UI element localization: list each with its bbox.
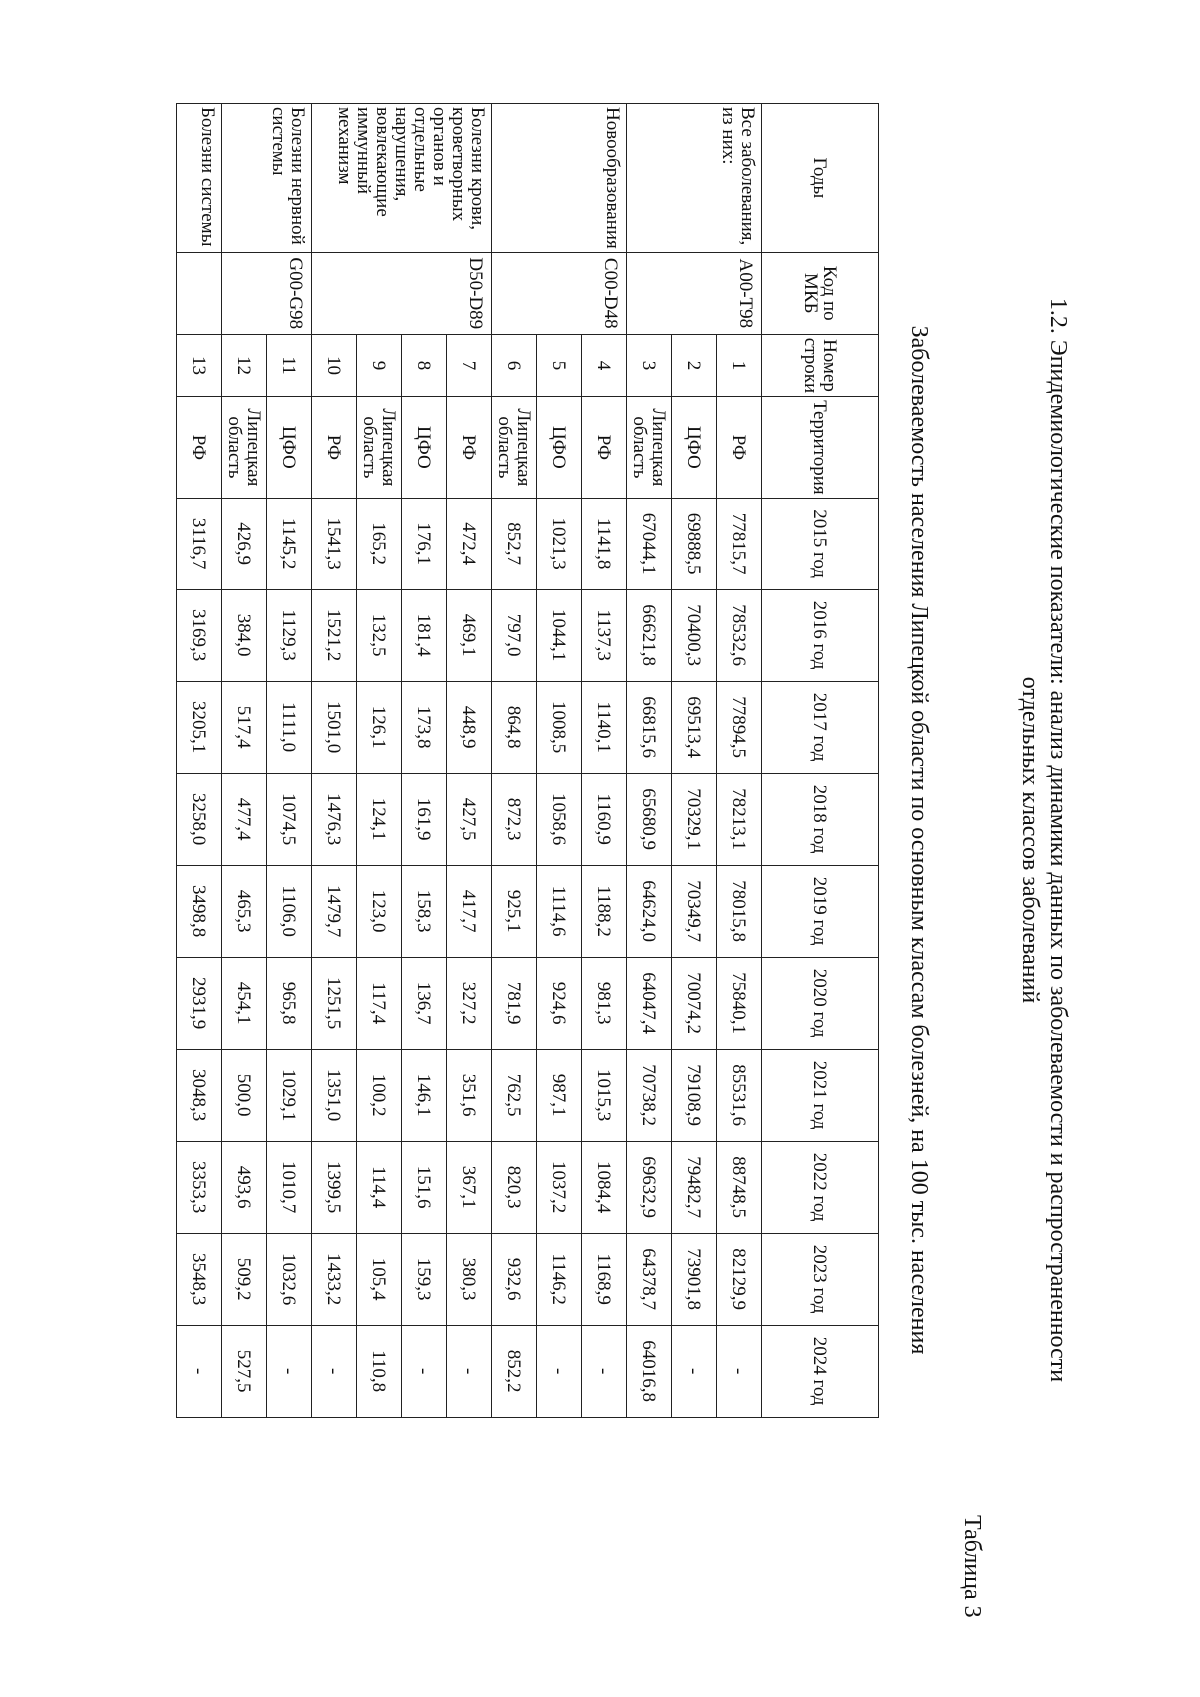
- territory-cell: РФ: [177, 397, 222, 498]
- column-header: Код по МКБ: [762, 252, 879, 334]
- value-cell: 132,5: [357, 589, 402, 681]
- value-cell: 151,6: [402, 1141, 447, 1233]
- value-cell: 3169,3: [177, 589, 222, 681]
- value-cell: 66621,8: [627, 589, 672, 681]
- table-row: [177, 104, 222, 1418]
- column-header: 2018 год: [762, 773, 879, 865]
- value-cell: 380,3: [447, 1233, 492, 1325]
- value-cell: 472,4: [447, 498, 492, 589]
- column-header: 2020 год: [762, 957, 879, 1049]
- value-cell: 1140,1: [582, 681, 627, 773]
- value-cell: 70738,2: [627, 1049, 672, 1141]
- value-cell: 1541,3: [312, 498, 357, 589]
- value-cell: 3116,7: [177, 498, 222, 589]
- value-cell: 1146,2: [537, 1233, 582, 1325]
- value-cell: 78015,8: [717, 865, 762, 957]
- value-cell: 327,2: [447, 957, 492, 1049]
- value-cell: 67044,1: [627, 498, 672, 589]
- value-cell: 762,5: [492, 1049, 537, 1141]
- column-header: 2024 год: [762, 1325, 879, 1417]
- territory-cell: Липецкая область: [627, 397, 672, 498]
- territory-cell: ЦФО: [402, 397, 447, 498]
- value-cell: 1074,5: [267, 773, 312, 865]
- value-cell: 1021,3: [537, 498, 582, 589]
- column-header: Номер строки: [762, 334, 879, 396]
- value-cell: 477,4: [222, 773, 267, 865]
- value-cell: 1114,6: [537, 865, 582, 957]
- row-number-cell: 13: [177, 334, 222, 396]
- value-cell: 69888,5: [672, 498, 717, 589]
- value-cell: 69513,4: [672, 681, 717, 773]
- icd-code-cell: D50-D89: [312, 252, 492, 334]
- row-number-cell: 3: [627, 334, 672, 396]
- section-heading: [1016, 240, 1072, 1440]
- column-header: 2019 год: [762, 865, 879, 957]
- value-cell: 64624,0: [627, 865, 672, 957]
- value-cell: 1058,6: [537, 773, 582, 865]
- territory-cell: РФ: [582, 397, 627, 498]
- value-cell: 351,6: [447, 1049, 492, 1141]
- value-cell: 797,0: [492, 589, 537, 681]
- row-number-cell: 10: [312, 334, 357, 396]
- value-cell: 65680,9: [627, 773, 672, 865]
- value-cell: 981,3: [582, 957, 627, 1049]
- value-cell: 105,4: [357, 1233, 402, 1325]
- value-cell: 781,9: [492, 957, 537, 1049]
- row-number-cell: 7: [447, 334, 492, 396]
- value-cell: 123,0: [357, 865, 402, 957]
- value-cell: 66815,6: [627, 681, 672, 773]
- column-header: Территория: [762, 397, 879, 498]
- morbidity-table: [176, 103, 879, 1418]
- value-cell: 159,3: [402, 1233, 447, 1325]
- value-cell: 517,4: [222, 681, 267, 773]
- territory-cell: РФ: [447, 397, 492, 498]
- value-cell: 1501,0: [312, 681, 357, 773]
- value-cell: 1032,6: [267, 1233, 312, 1325]
- value-cell: 1399,5: [312, 1141, 357, 1233]
- table-header-row: [762, 104, 879, 1418]
- value-cell: 77894,5: [717, 681, 762, 773]
- row-number-cell: 12: [222, 334, 267, 396]
- value-cell: 1084,4: [582, 1141, 627, 1233]
- value-cell: 1251,5: [312, 957, 357, 1049]
- row-number-cell: 8: [402, 334, 447, 396]
- value-cell: 70329,1: [672, 773, 717, 865]
- value-cell: 78532,6: [717, 589, 762, 681]
- value-cell: 454,1: [222, 957, 267, 1049]
- territory-cell: Липецкая область: [357, 397, 402, 498]
- territory-cell: ЦФО: [672, 397, 717, 498]
- value-cell: 367,1: [447, 1141, 492, 1233]
- column-header: 2022 год: [762, 1141, 879, 1233]
- value-cell: -: [717, 1325, 762, 1417]
- value-cell: 3548,3: [177, 1233, 222, 1325]
- value-cell: 1145,2: [267, 498, 312, 589]
- value-cell: 3258,0: [177, 773, 222, 865]
- value-cell: 1137,3: [582, 589, 627, 681]
- icd-code-cell: G00-G98: [222, 252, 312, 334]
- value-cell: 73901,8: [672, 1233, 717, 1325]
- value-cell: 448,9: [447, 681, 492, 773]
- value-cell: 987,1: [537, 1049, 582, 1141]
- value-cell: 114,4: [357, 1141, 402, 1233]
- value-cell: 925,1: [492, 865, 537, 957]
- value-cell: 1188,2: [582, 865, 627, 957]
- value-cell: 426,9: [222, 498, 267, 589]
- value-cell: 1476,3: [312, 773, 357, 865]
- table-row: [582, 104, 627, 1418]
- value-cell: 500,0: [222, 1049, 267, 1141]
- value-cell: 181,4: [402, 589, 447, 681]
- value-cell: 1141,8: [582, 498, 627, 589]
- value-cell: 965,8: [267, 957, 312, 1049]
- table-caption: Заболеваемость населения Липецкой области по основным классам болезней, на 100 тыс. населения: [906, 325, 932, 1355]
- value-cell: 1521,2: [312, 589, 357, 681]
- row-number-cell: 1: [717, 334, 762, 396]
- value-cell: 64378,7: [627, 1233, 672, 1325]
- value-cell: 78213,1: [717, 773, 762, 865]
- icd-code-cell: [177, 252, 222, 334]
- value-cell: 864,8: [492, 681, 537, 773]
- column-header: 2016 год: [762, 589, 879, 681]
- value-cell: 1029,1: [267, 1049, 312, 1141]
- value-cell: 70349,7: [672, 865, 717, 957]
- value-cell: 77815,7: [717, 498, 762, 589]
- value-cell: 384,0: [222, 589, 267, 681]
- column-header: 2015 год: [762, 498, 879, 589]
- territory-cell: Липецкая область: [222, 397, 267, 498]
- disease-class-cell: Все заболевания, из них:: [627, 104, 762, 253]
- value-cell: 70400,3: [672, 589, 717, 681]
- value-cell: 3498,8: [177, 865, 222, 957]
- value-cell: 158,3: [402, 865, 447, 957]
- value-cell: 3205,1: [177, 681, 222, 773]
- value-cell: 126,1: [357, 681, 402, 773]
- value-cell: 85531,6: [717, 1049, 762, 1141]
- value-cell: -: [177, 1325, 222, 1417]
- value-cell: 852,7: [492, 498, 537, 589]
- value-cell: 64016,8: [627, 1325, 672, 1417]
- value-cell: 124,1: [357, 773, 402, 865]
- row-number-cell: 11: [267, 334, 312, 396]
- territory-cell: РФ: [312, 397, 357, 498]
- value-cell: 1433,2: [312, 1233, 357, 1325]
- section-heading-line-1: 1.2. Эпидемиологические показатели: анализ динамики данных по заболеваемости и распространенности: [1045, 297, 1071, 1383]
- table-row: [267, 104, 312, 1418]
- value-cell: 69632,9: [627, 1141, 672, 1233]
- value-cell: 465,3: [222, 865, 267, 957]
- value-cell: 100,2: [357, 1049, 402, 1141]
- value-cell: -: [672, 1325, 717, 1417]
- value-cell: 427,5: [447, 773, 492, 865]
- column-header: 2023 год: [762, 1233, 879, 1325]
- table-row: [447, 104, 492, 1418]
- value-cell: 136,7: [402, 957, 447, 1049]
- value-cell: 872,3: [492, 773, 537, 865]
- value-cell: 146,1: [402, 1049, 447, 1141]
- value-cell: 924,6: [537, 957, 582, 1049]
- value-cell: 932,6: [492, 1233, 537, 1325]
- value-cell: 1168,9: [582, 1233, 627, 1325]
- row-number-cell: 2: [672, 334, 717, 396]
- value-cell: 1351,0: [312, 1049, 357, 1141]
- value-cell: 1008,5: [537, 681, 582, 773]
- value-cell: -: [402, 1325, 447, 1417]
- column-header: 2021 год: [762, 1049, 879, 1141]
- value-cell: 493,6: [222, 1141, 267, 1233]
- value-cell: 82129,9: [717, 1233, 762, 1325]
- value-cell: 527,5: [222, 1325, 267, 1417]
- value-cell: 176,1: [402, 498, 447, 589]
- disease-class-cell: Болезни крови, кроветворных органов и отдельные нарушения, вовлекающие иммунный механизм: [312, 104, 492, 253]
- table-row: [717, 104, 762, 1418]
- territory-cell: Липецкая область: [492, 397, 537, 498]
- column-header: 2017 год: [762, 681, 879, 773]
- row-number-cell: 5: [537, 334, 582, 396]
- value-cell: 469,1: [447, 589, 492, 681]
- territory-cell: РФ: [717, 397, 762, 498]
- value-cell: 1111,0: [267, 681, 312, 773]
- row-number-cell: 6: [492, 334, 537, 396]
- value-cell: -: [537, 1325, 582, 1417]
- section-heading-line-2: отдельных классов заболеваний: [1017, 676, 1043, 1004]
- value-cell: 1015,3: [582, 1049, 627, 1141]
- value-cell: 117,4: [357, 957, 402, 1049]
- value-cell: 88748,5: [717, 1141, 762, 1233]
- disease-class-cell: Болезни системы: [177, 104, 222, 253]
- value-cell: 70074,2: [672, 957, 717, 1049]
- value-cell: -: [312, 1325, 357, 1417]
- value-cell: 1129,3: [267, 589, 312, 681]
- value-cell: 1010,7: [267, 1141, 312, 1233]
- icd-code-cell: A00-T98: [627, 252, 762, 334]
- territory-cell: ЦФО: [537, 397, 582, 498]
- value-cell: 509,2: [222, 1233, 267, 1325]
- disease-class-cell: Болезни нервной системы: [222, 104, 312, 253]
- value-cell: 79108,9: [672, 1049, 717, 1141]
- value-cell: 1044,1: [537, 589, 582, 681]
- value-cell: 3353,3: [177, 1141, 222, 1233]
- value-cell: 417,7: [447, 865, 492, 957]
- value-cell: 3048,3: [177, 1049, 222, 1141]
- value-cell: 2931,9: [177, 957, 222, 1049]
- table-number: Таблица 3: [959, 1515, 985, 1618]
- value-cell: 1037,2: [537, 1141, 582, 1233]
- value-cell: 820,3: [492, 1141, 537, 1233]
- column-header: Годы: [762, 104, 879, 253]
- value-cell: 64047,4: [627, 957, 672, 1049]
- value-cell: 173,8: [402, 681, 447, 773]
- row-number-cell: 9: [357, 334, 402, 396]
- value-cell: -: [582, 1325, 627, 1417]
- icd-code-cell: C00-D48: [492, 252, 627, 334]
- value-cell: 110,8: [357, 1325, 402, 1417]
- value-cell: 852,2: [492, 1325, 537, 1417]
- value-cell: 1160,9: [582, 773, 627, 865]
- value-cell: 1479,7: [312, 865, 357, 957]
- value-cell: 165,2: [357, 498, 402, 589]
- value-cell: 1106,0: [267, 865, 312, 957]
- value-cell: 161,9: [402, 773, 447, 865]
- disease-class-cell: Новообразования: [492, 104, 627, 253]
- value-cell: -: [267, 1325, 312, 1417]
- value-cell: 75840,1: [717, 957, 762, 1049]
- value-cell: -: [447, 1325, 492, 1417]
- territory-cell: ЦФО: [267, 397, 312, 498]
- row-number-cell: 4: [582, 334, 627, 396]
- value-cell: 79482,7: [672, 1141, 717, 1233]
